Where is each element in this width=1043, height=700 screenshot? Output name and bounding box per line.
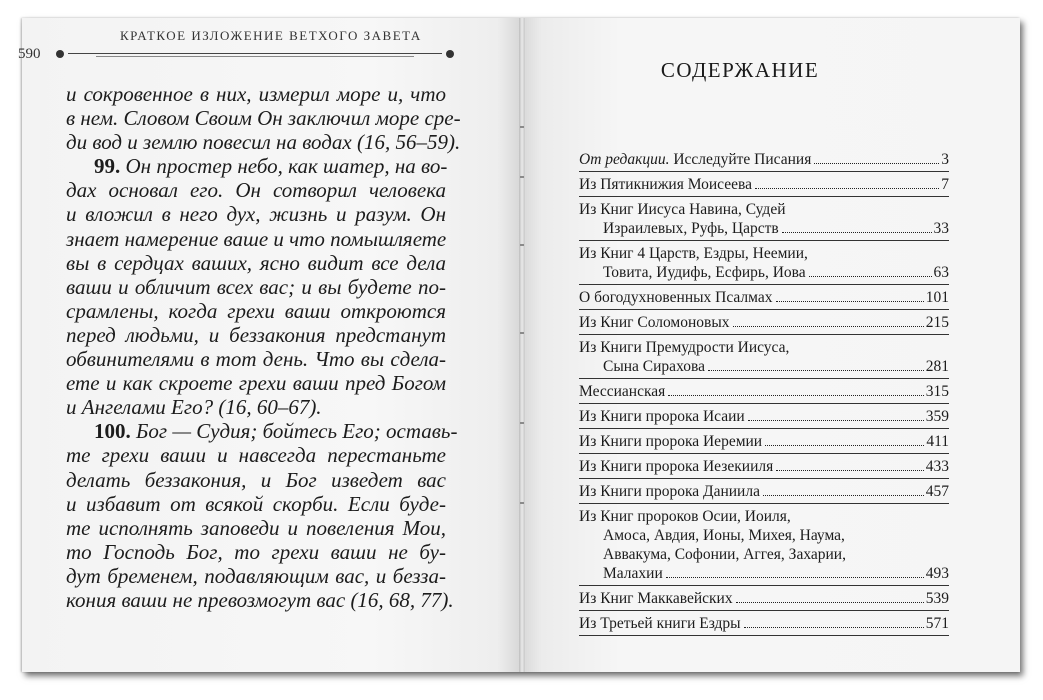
text-line: в нем. Словом Своим Он заключил море сре- (66, 106, 461, 131)
toc-entry (579, 288, 949, 310)
binding-stitch (520, 244, 524, 246)
text-line: и сокровенное в них, измерил море и, что (66, 82, 446, 106)
toc-page-number: 539 (925, 590, 949, 607)
text-line: ваши и обличит всех вас; и вы будете по- (66, 274, 446, 299)
toc-leader-dots (809, 276, 932, 277)
toc-entry-line: Аввакума, Софонии, Аггея, Захарии, (603, 546, 846, 563)
toc-entry (579, 614, 949, 636)
text-line: те грехи ваши и навсегда перестаньте (66, 443, 446, 468)
toc-entry-line: Из Книг пророков Осии, Иоиля, (579, 508, 791, 525)
toc-entry-title: О богодухновенных Псалмах (579, 289, 773, 306)
body-text (66, 82, 461, 612)
text-line: делать беззакония, и Бог изведет вас (66, 467, 446, 492)
toc-entry-title: Из Книги пророка Иезекииля (579, 458, 774, 475)
toc-entry-title: Из Третьей книги Ездры (579, 615, 741, 632)
toc-entry-title: Из Книги пророка Исаии (579, 408, 745, 425)
toc-entry (579, 482, 949, 504)
ornament-rule (56, 48, 454, 60)
text-line: и избавит от всякой скорби. Если буде- (66, 491, 446, 516)
toc-page-number: 571 (925, 615, 949, 632)
toc-leader-dots (763, 495, 924, 496)
text-line: ди вод и землю повесил на водах (16, 56–59). (66, 130, 461, 155)
toc-entry (579, 589, 949, 611)
toc-entry-line: Из Книг 4 Царств, Ездры, Неемии, (579, 245, 808, 262)
toc-entry-title: Товита, Иудифь, Есфирь, Иова (603, 264, 806, 281)
toc-page-number: 411 (926, 433, 949, 450)
toc-page-number: 281 (925, 358, 949, 375)
toc-page-number: 7 (941, 176, 949, 193)
toc-entry (579, 457, 949, 479)
toc-entry-title: От редакции. Исследуйте Писания (579, 151, 812, 168)
toc-entry (579, 382, 949, 404)
toc-entry (579, 244, 949, 285)
text-line: дах основал его. Он сотворил человека (66, 178, 446, 203)
toc-page-number: 493 (925, 565, 949, 582)
toc-entry (579, 407, 949, 429)
toc-entry (579, 175, 949, 197)
toc-leader-dots (765, 445, 924, 446)
text-line: знает намерение ваше и что помышляете (66, 226, 447, 251)
text-line: те исполнять заповеди и повеления Мои, (66, 515, 446, 540)
toc-leader-dots (748, 420, 924, 421)
binding-stitch (520, 502, 524, 504)
toc-leader-dots (755, 188, 939, 189)
text-line: 99. Он простер небо, как шатер, на во- (94, 154, 448, 179)
toc-entry-title: Из Пятикнижия Моисеева (579, 176, 752, 193)
running-head: КРАТКОЕ ИЗЛОЖЕНИЕ ВЕТХОГО ЗАВЕТА (120, 28, 422, 43)
toc-page-number: 101 (925, 289, 949, 306)
toc-leader-dots (814, 163, 939, 164)
toc-entry-title: Из Книги пророка Иеремии (579, 433, 763, 450)
toc-leader-dots (782, 232, 932, 233)
toc-leader-dots (668, 395, 923, 396)
toc-entry-line: Из Книги Премудрости Иисуса, (579, 339, 790, 356)
toc-entry (579, 338, 949, 379)
toc-page-number: 3 (941, 151, 949, 168)
toc-leader-dots (744, 627, 924, 628)
verse-number: 100. (94, 419, 131, 444)
book-gutter (519, 18, 525, 672)
text-line: 100. Бог — Судия; бойтесь Его; оставь- (94, 419, 458, 444)
text-line: кония ваши не превозмогут вас (16, 68, 77). (66, 587, 454, 612)
toc-entry-title: Из Книг Соломоновых (579, 314, 730, 331)
toc-page-number: 433 (925, 458, 949, 475)
toc-entry-title: Мессианская (579, 383, 666, 400)
toc-title: СОДЕРЖАНИЕ (660, 58, 820, 82)
toc-entry (579, 200, 949, 241)
toc-page-number: 63 (933, 264, 949, 281)
text-line: то Господь Бог, то грехи ваши не бу- (66, 539, 446, 564)
toc-leader-dots (776, 301, 924, 302)
toc-entry (579, 150, 949, 172)
toc-leader-dots (708, 370, 924, 371)
toc-leader-dots (736, 602, 924, 603)
text-line: обвинителями в тот день. Что вы сделa- (66, 347, 446, 372)
text-line: срамлены, когда грехи ваши откроются (66, 298, 446, 323)
binding-stitch (520, 422, 524, 424)
page-number: 590 (18, 46, 41, 62)
toc-page-number: 457 (925, 483, 949, 500)
binding-stitch (520, 126, 524, 128)
toc-entry (579, 507, 949, 586)
toc-entry-title: Малахии (603, 565, 663, 582)
toc-leader-dots (666, 577, 924, 578)
text-line: дут бременем, подавляющим вас, и безза- (66, 563, 446, 588)
toc-page-number: 315 (925, 383, 949, 400)
toc-entry (579, 432, 949, 454)
toc-leader-dots (776, 470, 924, 471)
toc-entry-title: Из Книг Маккавейских (579, 590, 733, 607)
binding-stitch (520, 176, 524, 178)
toc-page-number: 33 (933, 220, 949, 237)
toc-entry-title: Из Книги пророка Даниила (579, 483, 760, 500)
toc-entry (579, 313, 949, 335)
toc-entry-title: Сына Сирахова (603, 358, 705, 375)
table-of-contents (579, 150, 949, 639)
toc-leader-dots (733, 326, 924, 327)
toc-entry-line: Из Книг Иисуса Навина, Судей (579, 201, 786, 218)
text-line: вы в сердцах ваших, ясно видит все дела (66, 250, 446, 275)
toc-page-number: 215 (925, 314, 949, 331)
text-line: ете и как скроете грехи ваши пред Богом (66, 371, 446, 396)
text-line: и вложил в него дух, жизнь и разум. Он (66, 202, 446, 227)
verse-number: 99. (94, 154, 121, 179)
toc-entry-title: Израилевых, Руфь, Царств (603, 220, 779, 237)
toc-entry-line: Амоса, Авдия, Ионы, Михея, Наума, (603, 527, 845, 544)
text-line: и Ангелами Его? (16, 60–67). (66, 395, 322, 420)
toc-page-number: 359 (925, 408, 949, 425)
binding-stitch (520, 332, 524, 334)
text-line: перед людьми, и беззакония предстанут (66, 322, 446, 347)
